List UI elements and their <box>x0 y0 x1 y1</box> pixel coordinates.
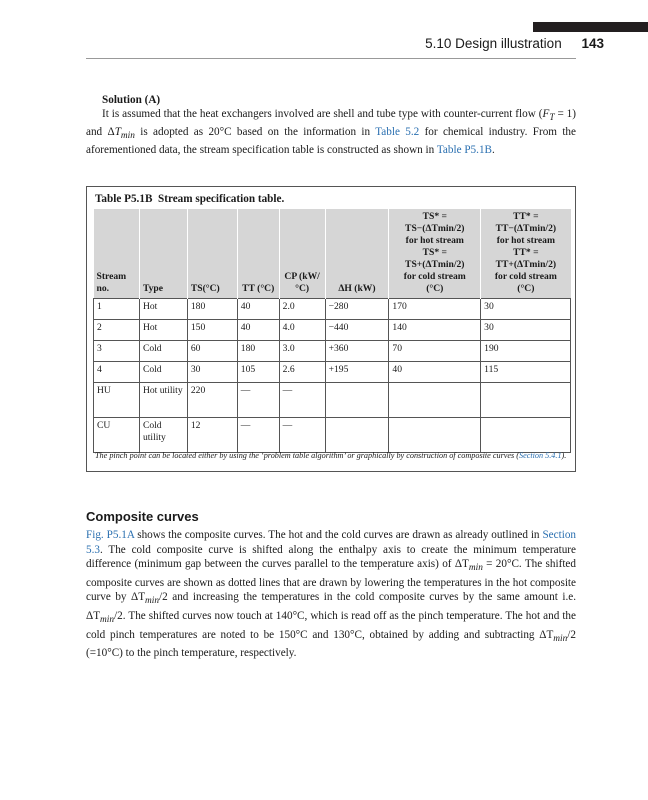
table-cell <box>389 418 481 453</box>
col-cp: CP (kW/ °C) <box>279 209 325 299</box>
fig-p5-1a-link[interactable]: Fig. P5.1A <box>86 529 135 541</box>
table-footnote <box>95 451 569 461</box>
text-run: = 20°C. The shifted composite curves are shown as dotted lines that are drawn by lowering the temperatures in the hot composite curve by ΔT <box>86 558 576 604</box>
text-run: min <box>468 563 483 574</box>
table-cell: 30 <box>187 362 237 383</box>
header-bar <box>533 22 648 32</box>
table-row <box>94 362 571 383</box>
table-row <box>94 320 571 341</box>
text-run: . The cold composite curve is shifted along the enthalpy axis to create the minimum temperature difference (minimum gap between the curves parallel to the temperature axis) of ΔT <box>86 543 576 570</box>
table-cell: 30 <box>481 320 571 341</box>
col-stream: Stream no. <box>94 209 140 299</box>
table-row <box>94 341 571 362</box>
table-cell: 220 <box>187 383 237 418</box>
text-run: for hot stream <box>405 235 464 246</box>
col-tt-shifted <box>481 209 571 299</box>
section-5-3-link[interactable]: Section 5.3 <box>86 529 577 556</box>
table-cell: 3 <box>94 341 140 362</box>
text-run: min <box>120 131 135 142</box>
text-run: for chemical industry. From the aforementioned data, the stream specification table is constructed as shown in <box>86 126 576 157</box>
table-cell: 2.6 <box>279 362 325 383</box>
table-cell: +360 <box>325 341 389 362</box>
table-cell: 40 <box>237 299 279 320</box>
text-run: /2 (=10°C) to the pinch temperature, respectively. <box>86 628 576 660</box>
text-run: TT+(ΔTmin/2) <box>495 259 557 270</box>
table-cell: Hot <box>139 299 187 320</box>
table-cell: 40 <box>389 362 481 383</box>
text-run: /2. The shifted curves now touch at 140°C, which is read off as the pinch temperature. The hot and the cold pinch temperatures are noted to be 150°C and 130°C, obtained by adding and subtracting ΔT <box>86 609 576 641</box>
solution-paragraph <box>86 107 576 157</box>
table-header-row <box>94 209 571 299</box>
text-run: TS+(ΔTmin/2) <box>405 259 465 270</box>
table-cell: 60 <box>187 341 237 362</box>
section-title: 5.10 Design illustration <box>425 36 562 51</box>
table-cell: — <box>237 383 279 418</box>
section-5-4-1-link[interactable]: Section 5.4.1 <box>519 451 562 460</box>
text-run: TS−(ΔTmin/2) <box>405 223 465 234</box>
text-run: ). <box>561 451 567 460</box>
text-run: for cold stream <box>403 271 466 282</box>
text-run: Stream specification table. <box>158 193 285 205</box>
table-cell: 2 <box>94 320 140 341</box>
text-run: TS* = <box>422 247 447 258</box>
table-row <box>94 299 571 320</box>
table-cell: 150 <box>187 320 237 341</box>
col-type: Type <box>139 209 187 299</box>
table-cell: 12 <box>187 418 237 453</box>
table-cell: 4.0 <box>279 320 325 341</box>
composite-curves-paragraph <box>86 528 576 661</box>
table-cell: — <box>279 418 325 453</box>
text-run: TT* = <box>513 211 539 222</box>
table-cell: 30 <box>481 299 571 320</box>
table-cell: 180 <box>187 299 237 320</box>
table-cell: 4 <box>94 362 140 383</box>
text-run: T <box>549 113 555 124</box>
table-cell: Cold <box>139 341 187 362</box>
table-cell: Cold utility <box>139 418 187 453</box>
table-cell: +195 <box>325 362 389 383</box>
table-cell: 190 <box>481 341 571 362</box>
stream-specification-table <box>93 209 571 453</box>
text-run: shows the composite curves. The hot and the cold curves are drawn as already outlined in <box>134 529 543 541</box>
text-run: T <box>114 126 121 139</box>
table-cell: 170 <box>389 299 481 320</box>
table-cell: 3.0 <box>279 341 325 362</box>
header-rule <box>86 58 576 59</box>
table-5-2-link[interactable]: Table 5.2 <box>375 126 420 139</box>
text-run: TT−(ΔTmin/2) <box>495 223 557 234</box>
table-cell: Cold <box>139 362 187 383</box>
stream-table-box <box>86 186 576 472</box>
text-run: (°C) <box>426 283 444 294</box>
text-run: (°C) <box>517 283 535 294</box>
table-cell: Hot <box>139 320 187 341</box>
col-tt: TT (°C) <box>237 209 279 299</box>
table-caption <box>95 193 284 205</box>
composite-curves-heading: Composite curves <box>86 509 199 524</box>
table-cell <box>481 383 571 418</box>
table-cell: 180 <box>237 341 279 362</box>
text-run: = 1) and Δ <box>86 108 576 139</box>
table-row <box>94 383 571 418</box>
page-number: 143 <box>581 36 604 51</box>
table-cell <box>325 383 389 418</box>
col-ts: TS(°C) <box>187 209 237 299</box>
solution-section <box>86 93 576 157</box>
table-cell: 105 <box>237 362 279 383</box>
table-cell: 115 <box>481 362 571 383</box>
text-run: . <box>492 144 495 157</box>
text-run: min <box>100 615 115 626</box>
table-cell: 1 <box>94 299 140 320</box>
table-cell: — <box>279 383 325 418</box>
text-run: for cold stream <box>494 271 557 282</box>
table-cell <box>325 418 389 453</box>
table-cell: 70 <box>389 341 481 362</box>
table-cell: — <box>237 418 279 453</box>
text-run: for hot stream <box>496 235 555 246</box>
text-run: min <box>145 596 160 607</box>
table-cell: 40 <box>237 320 279 341</box>
table-cell: CU <box>94 418 140 453</box>
table-cell: HU <box>94 383 140 418</box>
table-cell <box>481 418 571 453</box>
col-dh: ΔH (kW) <box>325 209 389 299</box>
table-p5-1b-link[interactable]: Table P5.1B <box>436 144 492 157</box>
table-cell: 140 <box>389 320 481 341</box>
table-cell: Hot utility <box>139 383 187 418</box>
table-row <box>94 418 571 453</box>
text-run: is adopted as 20°C based on the information in <box>134 126 376 139</box>
text-run: TT* = <box>513 247 539 258</box>
running-header <box>425 36 604 51</box>
table-cell: −440 <box>325 320 389 341</box>
solution-title: Solution (A) <box>102 94 161 106</box>
text-run: It is assumed that the heat exchangers involved are shell and tube type with counter-current flow ( <box>102 108 543 120</box>
text-run: /2 and increasing the temperatures in the cold composite curves by the same amount i.e. ΔT <box>86 591 577 622</box>
table-cell <box>389 383 481 418</box>
text-run: min <box>553 633 568 644</box>
text-run: F <box>542 108 550 120</box>
text-run: TS* = <box>422 211 447 222</box>
table-cell: 2.0 <box>279 299 325 320</box>
col-ts-shifted <box>389 209 481 299</box>
text-run: The pinch point can be located either by using the ‘problem table algorithm’ or graphically by construction of composite curves ( <box>95 451 520 460</box>
text-run: Table P5.1B <box>95 193 153 205</box>
table-cell: −280 <box>325 299 389 320</box>
